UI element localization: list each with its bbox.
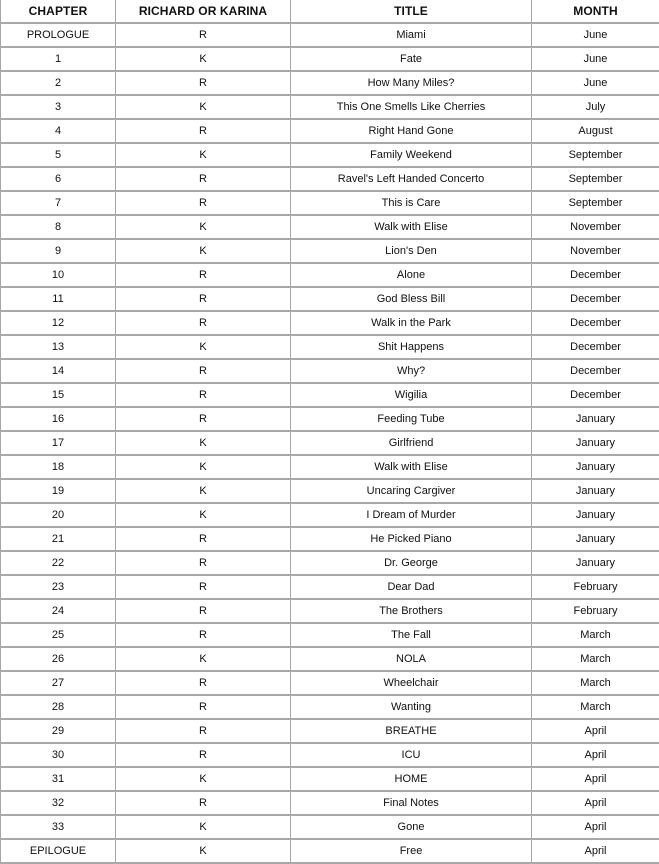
cell-month: December [532, 287, 659, 311]
table-row [1, 23, 659, 47]
cell-month: April [532, 719, 659, 743]
cell-title: This One Smells Like Cherries [291, 95, 532, 119]
cell-narrator: K [116, 815, 291, 839]
cell-title: Free [291, 839, 532, 863]
cell-title: Miami [291, 23, 532, 47]
cell-chapter: 1 [1, 47, 116, 71]
header-narrator: RICHARD OR KARINA [116, 0, 291, 23]
cell-narrator: R [116, 551, 291, 575]
cell-chapter: 5 [1, 143, 116, 167]
cell-narrator: K [116, 479, 291, 503]
table-row [1, 119, 659, 143]
cell-month: March [532, 623, 659, 647]
table-row [1, 191, 659, 215]
cell-title: Feeding Tube [291, 407, 532, 431]
cell-month: December [532, 263, 659, 287]
table-row [1, 431, 659, 455]
cell-narrator: R [116, 599, 291, 623]
table-row [1, 71, 659, 95]
table-row [1, 239, 659, 263]
cell-month: April [532, 791, 659, 815]
cell-chapter: 17 [1, 431, 116, 455]
cell-narrator: K [116, 455, 291, 479]
cell-title: Ravel's Left Handed Concerto [291, 167, 532, 191]
cell-narrator: R [116, 167, 291, 191]
table-row [1, 719, 659, 743]
table-row [1, 359, 659, 383]
table-row [1, 839, 659, 863]
cell-chapter: 19 [1, 479, 116, 503]
cell-month: December [532, 311, 659, 335]
cell-title: How Many Miles? [291, 71, 532, 95]
cell-month: January [532, 551, 659, 575]
cell-month: August [532, 119, 659, 143]
cell-narrator: K [116, 767, 291, 791]
table-row [1, 311, 659, 335]
table-row [1, 455, 659, 479]
cell-title: BREATHE [291, 719, 532, 743]
cell-narrator: R [116, 407, 291, 431]
cell-narrator: R [116, 791, 291, 815]
cell-title: ICU [291, 743, 532, 767]
table-header [1, 0, 659, 23]
table-row [1, 503, 659, 527]
table-row [1, 551, 659, 575]
cell-month: September [532, 143, 659, 167]
cell-title: Alone [291, 263, 532, 287]
table-row [1, 143, 659, 167]
cell-month: January [532, 455, 659, 479]
cell-title: Dr. George [291, 551, 532, 575]
cell-chapter: 33 [1, 815, 116, 839]
cell-chapter: 9 [1, 239, 116, 263]
cell-month: March [532, 647, 659, 671]
cell-narrator: R [116, 23, 291, 47]
header-title: TITLE [291, 0, 532, 23]
cell-chapter: 4 [1, 119, 116, 143]
cell-title: I Dream of Murder [291, 503, 532, 527]
cell-chapter: 15 [1, 383, 116, 407]
cell-chapter: 14 [1, 359, 116, 383]
cell-chapter: 21 [1, 527, 116, 551]
cell-title: Why? [291, 359, 532, 383]
table-row [1, 47, 659, 71]
cell-narrator: R [116, 743, 291, 767]
cell-narrator: R [116, 527, 291, 551]
cell-month: February [532, 575, 659, 599]
cell-chapter: 7 [1, 191, 116, 215]
cell-title: Wheelchair [291, 671, 532, 695]
cell-title: Gone [291, 815, 532, 839]
cell-chapter: 32 [1, 791, 116, 815]
cell-chapter: 2 [1, 71, 116, 95]
cell-month: November [532, 239, 659, 263]
cell-title: He Picked Piano [291, 527, 532, 551]
table-row [1, 407, 659, 431]
cell-title: Final Notes [291, 791, 532, 815]
cell-title: Wanting [291, 695, 532, 719]
cell-month: January [532, 407, 659, 431]
cell-narrator: R [116, 191, 291, 215]
cell-chapter: 30 [1, 743, 116, 767]
cell-month: April [532, 767, 659, 791]
cell-narrator: K [116, 215, 291, 239]
cell-month: January [532, 431, 659, 455]
cell-chapter: 26 [1, 647, 116, 671]
cell-narrator: R [116, 287, 291, 311]
cell-chapter: 31 [1, 767, 116, 791]
cell-chapter: 25 [1, 623, 116, 647]
cell-chapter: EPILOGUE [1, 839, 116, 863]
table-row [1, 527, 659, 551]
cell-month: March [532, 671, 659, 695]
table-row [1, 479, 659, 503]
cell-narrator: K [116, 143, 291, 167]
cell-narrator: R [116, 623, 291, 647]
cell-title: Walk with Elise [291, 455, 532, 479]
cell-narrator: R [116, 263, 291, 287]
header-row [1, 0, 659, 23]
cell-narrator: K [116, 503, 291, 527]
cell-month: December [532, 335, 659, 359]
cell-title: Shit Happens [291, 335, 532, 359]
cell-title: Dear Dad [291, 575, 532, 599]
cell-narrator: R [116, 695, 291, 719]
cell-title: Lion's Den [291, 239, 532, 263]
cell-chapter: 3 [1, 95, 116, 119]
cell-narrator: R [116, 359, 291, 383]
cell-chapter: 29 [1, 719, 116, 743]
cell-month: February [532, 599, 659, 623]
table-row [1, 95, 659, 119]
cell-chapter: 18 [1, 455, 116, 479]
cell-narrator: K [116, 431, 291, 455]
cell-month: June [532, 71, 659, 95]
cell-chapter: 20 [1, 503, 116, 527]
cell-month: September [532, 191, 659, 215]
cell-title: The Brothers [291, 599, 532, 623]
table-row [1, 695, 659, 719]
table-body [1, 23, 659, 863]
cell-narrator: K [116, 839, 291, 863]
cell-month: June [532, 47, 659, 71]
cell-chapter: 6 [1, 167, 116, 191]
cell-narrator: R [116, 575, 291, 599]
table-row [1, 743, 659, 767]
cell-narrator: K [116, 239, 291, 263]
cell-narrator: R [116, 671, 291, 695]
table-row [1, 647, 659, 671]
table-row [1, 623, 659, 647]
table-row [1, 335, 659, 359]
cell-title: Walk in the Park [291, 311, 532, 335]
cell-month: June [532, 23, 659, 47]
cell-chapter: 16 [1, 407, 116, 431]
header-chapter: CHAPTER [1, 0, 116, 23]
cell-chapter: 28 [1, 695, 116, 719]
cell-title: NOLA [291, 647, 532, 671]
cell-title: Uncaring Cargiver [291, 479, 532, 503]
table-row [1, 575, 659, 599]
cell-title: God Bless Bill [291, 287, 532, 311]
cell-narrator: K [116, 47, 291, 71]
table-row [1, 815, 659, 839]
cell-title: Right Hand Gone [291, 119, 532, 143]
cell-month: January [532, 527, 659, 551]
cell-month: April [532, 815, 659, 839]
header-month: MONTH [532, 0, 659, 23]
cell-month: January [532, 479, 659, 503]
cell-chapter: 13 [1, 335, 116, 359]
cell-title: The Fall [291, 623, 532, 647]
table-row [1, 287, 659, 311]
cell-chapter: 24 [1, 599, 116, 623]
cell-month: December [532, 383, 659, 407]
cell-title: Walk with Elise [291, 215, 532, 239]
cell-narrator: R [116, 311, 291, 335]
cell-chapter: 27 [1, 671, 116, 695]
cell-month: April [532, 743, 659, 767]
cell-chapter: 23 [1, 575, 116, 599]
cell-month: September [532, 167, 659, 191]
cell-chapter: 11 [1, 287, 116, 311]
cell-title: Girlfriend [291, 431, 532, 455]
table-row [1, 791, 659, 815]
cell-chapter: 8 [1, 215, 116, 239]
cell-narrator: K [116, 95, 291, 119]
cell-title: Fate [291, 47, 532, 71]
table-row [1, 383, 659, 407]
table-row [1, 215, 659, 239]
cell-narrator: R [116, 119, 291, 143]
cell-title: HOME [291, 767, 532, 791]
cell-narrator: R [116, 383, 291, 407]
cell-chapter: PROLOGUE [1, 23, 116, 47]
table-row [1, 671, 659, 695]
cell-title: Wigilia [291, 383, 532, 407]
table-row [1, 599, 659, 623]
cell-narrator: R [116, 71, 291, 95]
cell-chapter: 22 [1, 551, 116, 575]
cell-narrator: K [116, 647, 291, 671]
cell-narrator: K [116, 335, 291, 359]
cell-month: December [532, 359, 659, 383]
cell-chapter: 12 [1, 311, 116, 335]
cell-title: This is Care [291, 191, 532, 215]
table-row [1, 167, 659, 191]
cell-month: January [532, 503, 659, 527]
cell-month: April [532, 839, 659, 863]
cell-month: July [532, 95, 659, 119]
cell-month: November [532, 215, 659, 239]
cell-month: March [532, 695, 659, 719]
cell-title: Family Weekend [291, 143, 532, 167]
table-row [1, 767, 659, 791]
cell-narrator: R [116, 719, 291, 743]
cell-chapter: 10 [1, 263, 116, 287]
table-row [1, 263, 659, 287]
